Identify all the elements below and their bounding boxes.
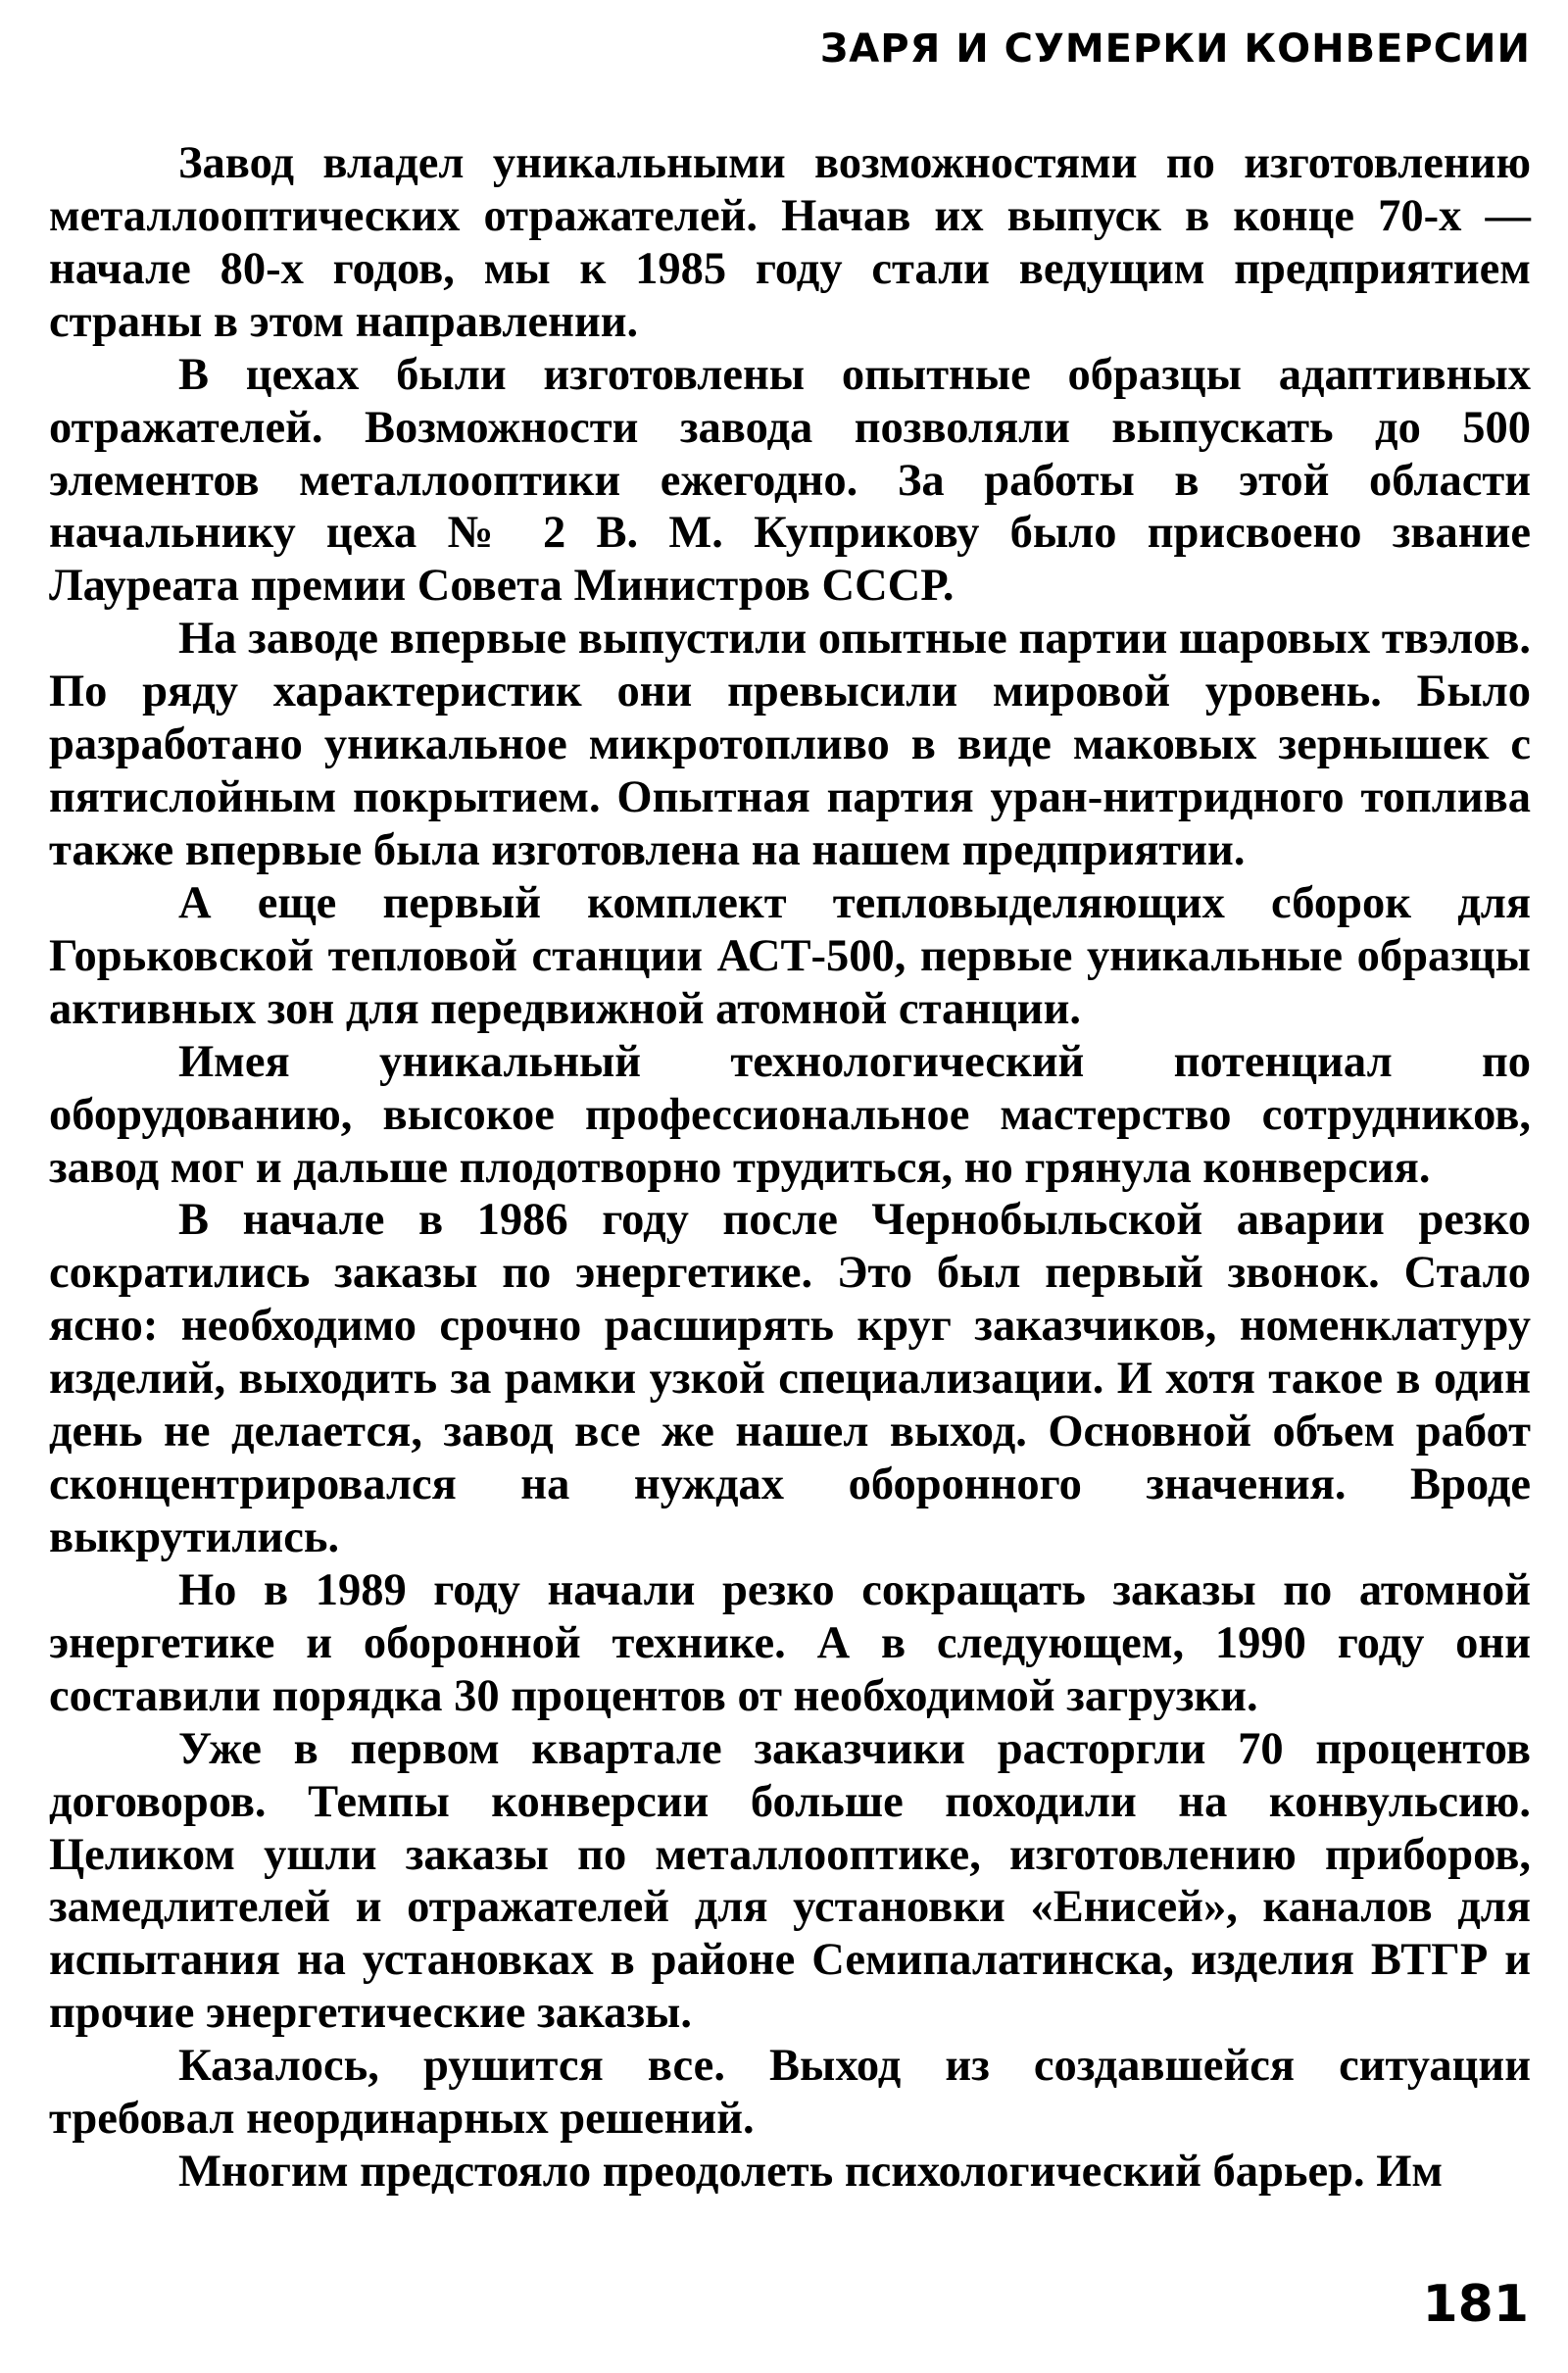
paragraph-6: В начале в 1986 году после Чернобыльской аварии резко сократились заказы по энергетике. Это был первый звонок. Стало ясно: необходимо срочно расширять круг заказчиков, номенклатуру изделий, выходить за рамки узкой специализации. И хотя такое в один день не делается, завод все же нашел выход. Основной объем работ сконцентрировался на нуждах оборонного значения. Вроде выкрутились. bbox=[49, 1195, 1531, 1562]
running-title: ЗАРЯ И СУМЕРКИ КОНВЕРСИИ bbox=[819, 26, 1531, 72]
paragraph-8: Уже в первом квартале заказчики расторгли 70 процентов договоров. Темпы конверсии больше походили на конвульсию. Целиком ушли заказы по металлооптике, изготовлению приборов, замедлителей и отражателей для установки «Енисей», каналов для испытания на установках в районе Семипалатинска, изделия ВТГР и прочие энергетические заказы. bbox=[49, 1723, 1531, 2039]
paragraph-4: А еще первый комплект тепловыделяющих сборок для Горьковской тепловой станции АСТ-500, первые уникальные образцы активных зон для передвижной атомной станции. bbox=[49, 877, 1531, 1034]
body-text bbox=[49, 137, 1531, 2199]
paragraph-1: Завод владел уникальными возможностями по изготовлению металлооптических отражателей. Начав их выпуск в конце 70-х — начале 80-х годов, мы к 1985 году стали ведущим предприятием страны в этом направлении. bbox=[49, 138, 1531, 347]
paragraph-5: Имея уникальный технологический потенциал по оборудованию, высокое профессиональное мастерство сотрудников, завод мог и дальше плодотворно трудиться, но грянула конверсия. bbox=[49, 1036, 1531, 1193]
paragraph-7: Но в 1989 году начали резко сокращать заказы по атомной энергетике и оборонной технике. А в следующем, 1990 году они составили порядка 30 процентов от необходимой загрузки. bbox=[49, 1564, 1531, 1721]
paragraph-9: Казалось, рушится все. Выход из создавшейся ситуации требовал неординарных решений. bbox=[49, 2041, 1531, 2145]
paragraph-2: В цехах были изготовлены опытные образцы адаптивных отражателей. Возможности завода позволяли выпускать до 500 элементов металлооптики ежегодно. За работы в этой области начальнику цеха № 2 В. М. Куприкову было присвоено звание Лауреата премии Совета Министров СССР. bbox=[49, 349, 1531, 612]
page-number: 181 bbox=[1422, 2275, 1529, 2334]
paragraph-10: Многим предстояло преодолеть психологический барьер. Им bbox=[178, 2147, 1444, 2198]
paragraph-3: На заводе впервые выпустили опытные партии шаровых твэлов. По ряду характеристик они превысили мировой уровень. Было разработано уникальное микротопливо в виде маковых зернышек с пятислойным покрытием. Опытная партия уран-нитридного топлива также впервые была изготовлена на нашем предприятии. bbox=[49, 614, 1531, 875]
